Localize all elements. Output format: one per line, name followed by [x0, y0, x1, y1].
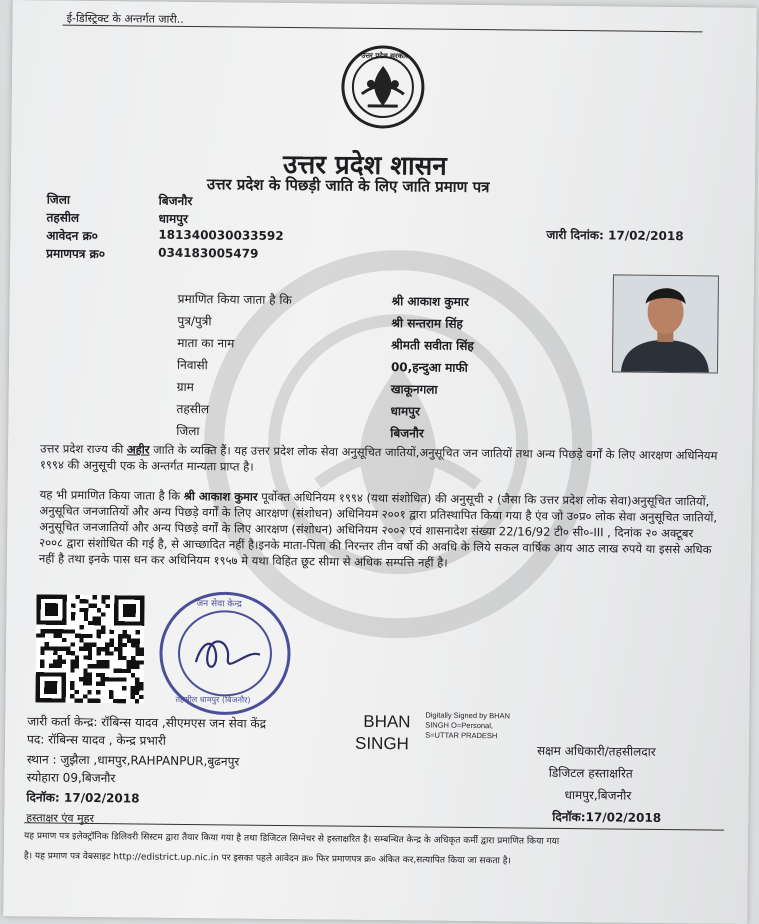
emblem-text: उत्तर प्रदेश सरकार: [361, 51, 408, 61]
authority-title: सक्षम अधिकारी/तहसीलदार: [536, 743, 656, 759]
person-label-child-of: पुत्र/पुत्री: [177, 313, 212, 329]
paragraph-certification: यह भी प्रमाणित किया जाता है कि श्री आकाश कुमार पूर्वोक्त अधिनियम १९९४ (यथा संशोधित) की अनुसूची २ (जैसा कि उत्तर प्रदेश लोक सेवा)अनुसूचित जातियों, अनुसूचित जनजातियों और अन्य पिछड़े वर्गों के लिए आरक्षण (संशोधन) अधिनियम २००१ द्वारा प्रतिस्थापित किया गया है एंव जो उ०प्र० लोक सेवा अनुसूचित जातियों, अनुसूचित जनजातियों और अन्य पिछड़े वर्गों के लिए आरक्षण (संशोधन) अधिनियम २००२ एवं शासनादेश संख्या 22/16/92 टी० सी०-III , दिनांक २० अक्टूबर २००८ द्वारा संशोधित की गई है, से आच्छादित नहीं है।इनके माता-पिता की निरन्तर तीन वर्षो की अवधि के लिये सकल वार्षिक आय आठ लाख रुपये या इससे अधिक नहीं है तथा इनके पास धन कर अधिनियम १९५७ मे यथा विहित छूट सीमा से अधिक सम्पत्ति नहीं है।: [38, 487, 718, 570]
person-value-name: श्री आकाश कुमार: [391, 294, 469, 309]
authority-date: दिनॉक:17/02/2018: [552, 809, 662, 825]
person-value-district: बिजनौर: [390, 426, 424, 441]
page-title: उत्तर प्रदेश शासन: [282, 149, 447, 182]
detail-value-certificate-no: 034183005479: [158, 245, 259, 261]
certificate-paper: [3, 0, 757, 924]
person-value-mother: श्रीमती सवीता सिंह: [391, 338, 474, 353]
footer-line-2: है। यह प्रमाण पत्र वेबसाइट http://edistrict.up.nic.in पर इसका पहले आवेदन क्र० फिर प्रमाणपत्र क्र० अंकित कर,सत्यापित किया जा सकता है।: [23, 851, 511, 867]
detail-value-district: बिजनौर: [158, 193, 193, 209]
paragraph-caste: उत्तर प्रदेश राज्य की अहीर जाति के व्यक्ति हैं। यह उत्तर प्रदेश लोक सेवा अनुसूचित जातियों,अनुसूचित जन जातियों तथा अन्य पिछड़े वर्गों के लिए आरक्षण अधिनियम १९९४ की अनुसूची एक के अन्तर्गत मान्यता प्राप्त है।: [39, 441, 718, 474]
header-note: ई-डिस्ट्रिक्ट के अन्तर्गत जारी..: [66, 11, 184, 26]
person-label-resident: निवासी: [176, 357, 208, 373]
signature-note-2: SINGH O=Personal,: [425, 720, 494, 731]
issuer-designation: पद: रॉबिन्स यादव , केन्द्र प्रभारी: [27, 732, 167, 748]
person-value-village: खाकूनगला: [390, 382, 438, 397]
signature-note-3: S=UTTAR PRADESH: [425, 730, 498, 741]
certificate-subtitle: उत्तर प्रदेश के पिछड़ी जाति के लिए जाति प्रमाण पत्र: [206, 175, 490, 197]
detail-label-district: जिला: [46, 192, 71, 207]
authority-digital: डिजिटल हस्ताक्षरित: [548, 765, 633, 781]
person-label-tehsil: तहसील: [176, 401, 210, 417]
detail-value-application: 181340030033592: [158, 227, 284, 243]
person-label-certified: प्रमाणित किया जाता है कि: [177, 291, 292, 308]
stamp-bottom-text: तहसील धामपुर (बिजनौर): [175, 694, 251, 705]
qr-code: [35, 594, 144, 703]
issuer-sign-label: हस्ताक्षर एंव मुहर: [26, 811, 95, 826]
stamp-text: जन सेवा केन्द्र: [196, 599, 242, 610]
detail-label-certificate-no: प्रमाणपत्र क्र०: [46, 246, 106, 262]
signer-name-first: BHAN: [363, 711, 411, 732]
footer-line-1: यह प्रमाण पत्र इलेक्ट्रॉनिक डिलिवरी सिस्टम द्वारा तैयार किया गया है तथा डिजिटल सिग्नेचर से हस्ताक्षरित है। सम्बन्धित केन्द्र के अधिकृत कर्मी द्वारा प्रमाणित किया गया: [24, 831, 560, 847]
detail-value-tehsil: धामपुर: [158, 211, 188, 226]
detail-label-tehsil: तहसील: [46, 210, 80, 225]
person-label-village: ग्राम: [176, 379, 194, 395]
issuer-center: जारी कर्ता केन्द्र: रॉबिन्स यादव ,सीएमएस जन सेवा केंद्र: [27, 714, 267, 731]
caste-name: अहीर: [126, 442, 150, 457]
issuer-location: स्थान : जुझैला ,धामपुर,RAHPANPUR,बुढनपुर: [26, 752, 240, 769]
certified-name: श्री आकाश कुमार: [183, 488, 258, 504]
issue-date: जारी दिनांक: 17/02/2018: [546, 227, 684, 244]
detail-label-application: आवेदन क्र०: [46, 228, 99, 244]
issuer-date: दिनॉक: 17/02/2018: [26, 790, 140, 806]
header-rule: [63, 25, 703, 33]
person-value-resident: 00,हन्दुआ माफी: [390, 360, 468, 375]
authority-place: धामपुर,बिजनौर: [564, 787, 632, 803]
applicant-photo: [612, 274, 719, 373]
person-value-tehsil: धामपुर: [390, 404, 420, 419]
person-label-district: जिला: [176, 423, 200, 439]
issuer-location-2: स्योहारा 09,बिजनौर: [26, 770, 116, 786]
person-value-father: श्री सन्तराम सिंह: [391, 316, 463, 331]
signature-note-1: Digitally Signed by BHAN: [425, 710, 511, 721]
person-label-mother: माता का नाम: [177, 335, 235, 351]
signer-name-last: SINGH: [354, 733, 409, 754]
